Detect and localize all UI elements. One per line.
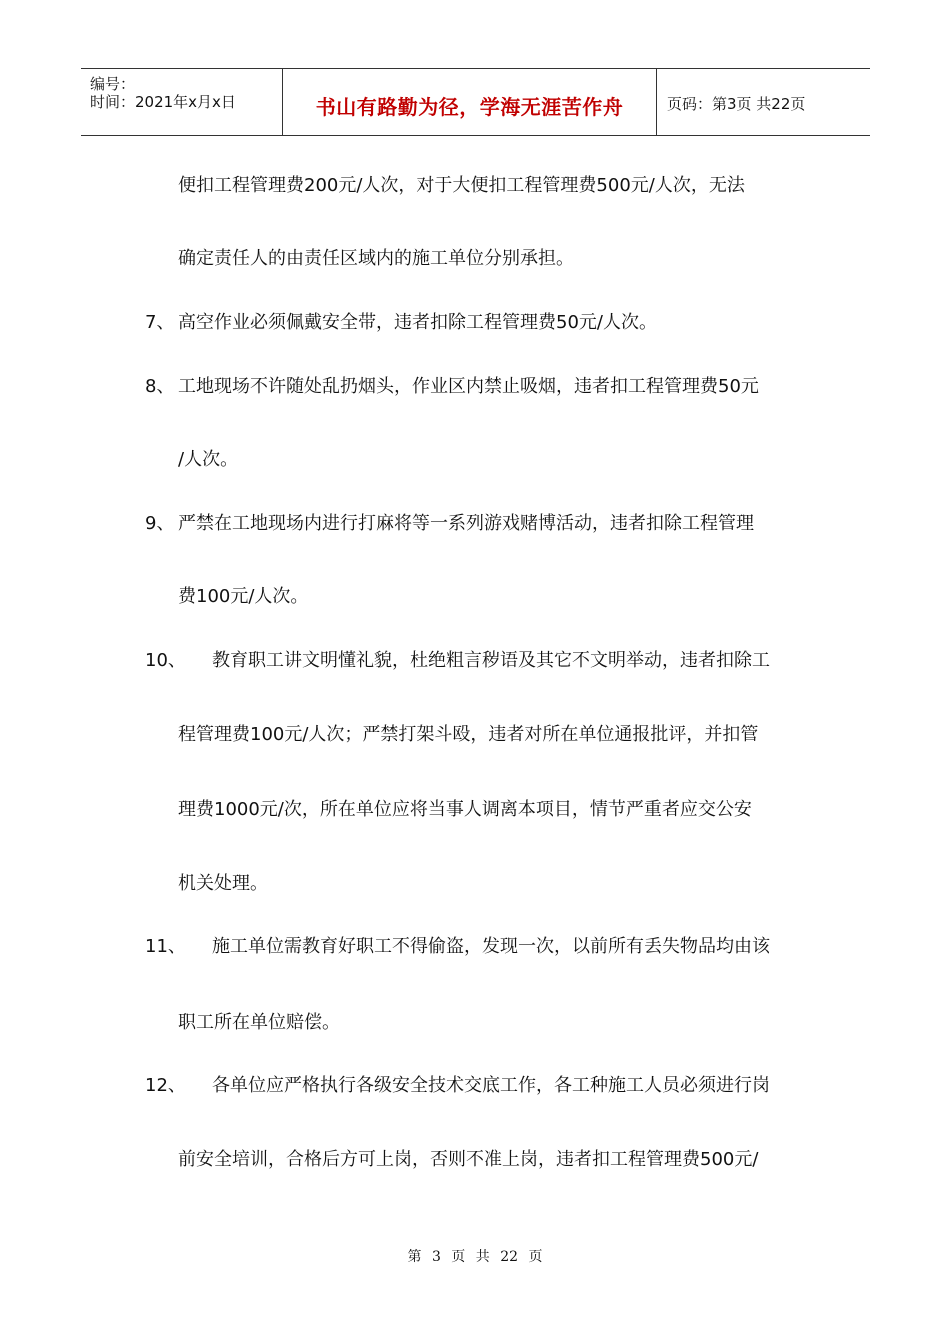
body-line: 工地现场不许随处乱扔烟头，作业区内禁止吸烟，违者扣工程管理费50元 <box>178 376 759 397</box>
body-line: 理费1000元/次，所在单位应将当事人调离本项目，情节严重者应交公安 <box>178 799 752 820</box>
body-line: 各单位应严格执行各级安全技术交底工作，各工种施工人员必须进行岗 <box>212 1075 770 1096</box>
header-middle-cell <box>283 69 657 135</box>
document-date: 时间：2021年x月x日 <box>90 93 236 111</box>
header-right-cell <box>657 69 870 135</box>
item-number: 12、 <box>145 1075 186 1096</box>
body-line: 前安全培训，合格后方可上岗，否则不准上岗，违者扣工程管理费500元/ <box>178 1149 759 1170</box>
item-number: 8、 <box>145 376 175 397</box>
body-line: 费100元/人次。 <box>178 586 309 607</box>
header-page-info: 页码：第3页 共22页 <box>667 95 806 113</box>
body-line: 程管理费100元/人次；严禁打架斗殴，违者对所在单位通报批评，并扣管 <box>178 724 759 745</box>
document-number-label: 编号： <box>90 75 136 93</box>
header-motto: 书山有路勤为径，学海无涯苦作舟 <box>315 95 624 119</box>
body-line: /人次。 <box>178 449 239 470</box>
body-line: 教育职工讲文明懂礼貌，杜绝粗言秽语及其它不文明举动，违者扣除工 <box>212 650 770 671</box>
item-number: 11、 <box>145 936 186 957</box>
header-table <box>81 68 870 136</box>
header-left-cell <box>81 69 283 135</box>
body-line: 机关处理。 <box>178 873 268 894</box>
body-line: 严禁在工地现场内进行打麻将等一系列游戏赌博活动，违者扣除工程管理 <box>178 513 754 534</box>
body-line: 确定责任人的由责任区域内的施工单位分别承担。 <box>178 248 574 269</box>
body-line: 施工单位需教育好职工不得偷盗，发现一次，以前所有丢失物品均由该 <box>212 936 770 957</box>
item-number: 10、 <box>145 650 186 671</box>
body-line: 职工所在单位赔偿。 <box>178 1012 340 1033</box>
item-number: 9、 <box>145 513 175 534</box>
body-line: 高空作业必须佩戴安全带，违者扣除工程管理费50元/人次。 <box>178 312 657 333</box>
page-footer: 第 3 页 共 22 页 <box>407 1249 543 1265</box>
item-number: 7、 <box>145 312 175 333</box>
body-line: 便扣工程管理费200元/人次，对于大便扣工程管理费500元/人次，无法 <box>178 175 745 196</box>
